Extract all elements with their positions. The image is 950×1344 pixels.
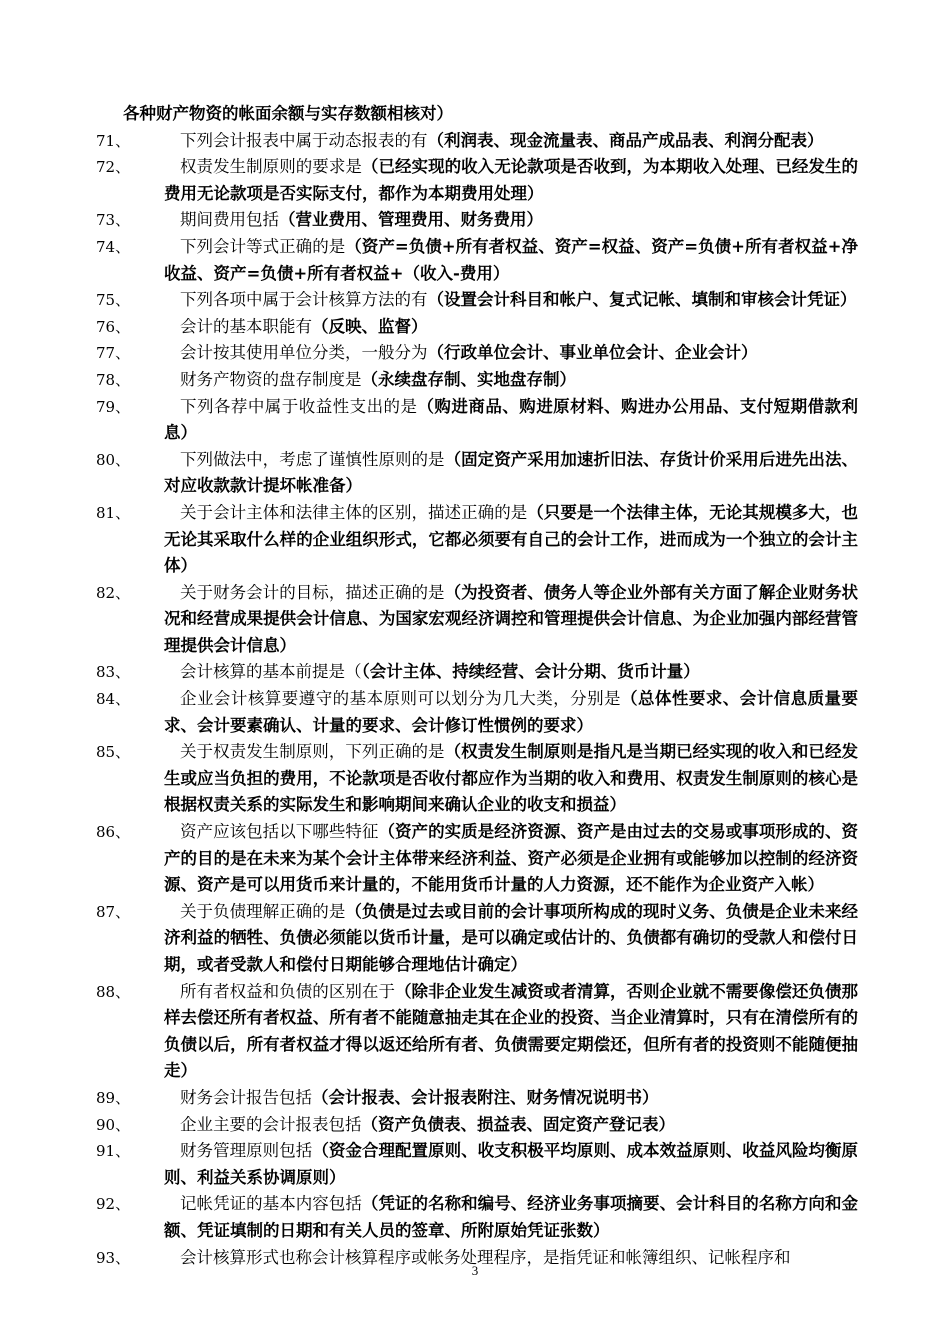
question-number: 87、 bbox=[96, 902, 131, 921]
question-body bbox=[164, 287, 858, 314]
question-number: 71、 bbox=[96, 131, 131, 150]
question-item bbox=[96, 314, 858, 341]
question-text: 财务产物资的盘存制度是 bbox=[180, 369, 362, 389]
question-text: 财务会计报告包括 bbox=[180, 1087, 312, 1107]
answer-text: （资产=负债+所有者权益、资产=权益、资产=负债+所有者权益+净收益、资产=负债+所有者权益+（收入-费用） bbox=[164, 236, 859, 283]
question-text: 资产应该包括以下哪些特征 bbox=[180, 822, 379, 842]
question-item bbox=[96, 1138, 858, 1191]
answer-text: （已经实现的收入无论款项是否收到，为本期收入处理、已经发生的费用无论款项是否实际支付，都作为本期费用处理） bbox=[164, 157, 859, 203]
question-text: 记帐凭证的基本内容包括 bbox=[180, 1194, 362, 1214]
answer-text: （权责发生制原则是指凡是当期已经实现的收入和已经发生或应当负担的费用，不论款项是否收付都应作为当期的收入和费用、权责发生制原则的核心是根据权责关系的实际发生和影响期间来确认企业的收支和损益） bbox=[164, 742, 859, 815]
question-body bbox=[164, 1138, 858, 1191]
question-number: 88、 bbox=[96, 982, 131, 1001]
answer-text: （除非企业发生减资或者清算，否则企业就不需要像偿还负债那样去偿还所有者权益、所有者不能随意抽走其在企业的投资、当企业清算时，只有在清偿所有的负债以后，所有者权益才得以返还给所有者、负债需要定期偿还，但所有者的投资则不能随便抽走） bbox=[164, 981, 859, 1081]
question-number: 91、 bbox=[96, 1142, 131, 1161]
question-number: 89、 bbox=[96, 1088, 131, 1107]
question-text: 所有者权益和负债的区别在于 bbox=[180, 981, 395, 1001]
question-text: 关于负债理解正确的是 bbox=[180, 901, 346, 921]
question-body bbox=[164, 899, 858, 979]
question-item bbox=[96, 500, 858, 580]
question-item bbox=[96, 1191, 858, 1244]
continued-answer: 各种财产物资的帐面余额与实存数额相核对） bbox=[123, 104, 453, 123]
question-number: 77、 bbox=[96, 344, 131, 363]
question-text: 下列各项中属于会计核算方法的有 bbox=[180, 290, 428, 310]
question-text: 下列各荐中属于收益性支出的是 bbox=[180, 396, 418, 416]
question-item bbox=[96, 1085, 858, 1112]
question-number: 82、 bbox=[96, 583, 131, 602]
question-number: 85、 bbox=[96, 743, 131, 762]
question-body bbox=[164, 686, 858, 739]
question-item bbox=[96, 580, 858, 660]
question-text: 会计核算形式也称会计核算程序或帐务处理程序，是指凭证和帐簿组织、记帐程序和 bbox=[180, 1247, 791, 1267]
question-text: 关于权责发生制原则，下列正确的是 bbox=[180, 742, 445, 762]
question-item bbox=[96, 819, 858, 899]
question-text: 关于会计主体和法律主体的区别，描述正确的是 bbox=[180, 502, 528, 522]
question-text: 财务管理原则包括 bbox=[180, 1141, 313, 1161]
page-number: 3 bbox=[471, 1263, 479, 1278]
question-item bbox=[96, 739, 858, 819]
question-number: 74、 bbox=[96, 237, 131, 256]
question-body bbox=[164, 154, 858, 207]
question-body bbox=[164, 819, 858, 899]
question-number: 79、 bbox=[96, 397, 131, 416]
question-body bbox=[164, 659, 858, 686]
question-item bbox=[96, 686, 858, 739]
answer-text: （凭证的名称和编号、经济业务事项摘要、会计科目的名称方向和金额、凭证填制的日期和有关人员的签章、所附原始凭证张数） bbox=[164, 1194, 859, 1240]
answer-text: （设置会计科目和帐户、复式记帐、填制和审核会计凭证） bbox=[427, 290, 857, 310]
question-number: 92、 bbox=[96, 1195, 131, 1214]
question-body bbox=[164, 447, 858, 500]
question-item bbox=[96, 447, 858, 500]
question-text: 下列做法中，考虑了谨慎性原则的是 bbox=[180, 449, 445, 469]
question-text: 期间费用包括 bbox=[180, 210, 279, 230]
question-text: 企业会计核算要遵守的基本原则可以划分为几大类，分别是 bbox=[180, 689, 621, 709]
answer-text: （只要是一个法律主体，无论其规模多大，也无论其采取什么样的企业组织形式，它都必须要有自己的会计工作，进而成为一个独立的会计主体） bbox=[164, 502, 859, 576]
question-number: 93、 bbox=[96, 1248, 131, 1267]
question-item bbox=[96, 979, 858, 1085]
answer-text: （会计主体、持续经营、会计分期、货币计量） bbox=[361, 662, 700, 682]
question-item bbox=[96, 899, 858, 979]
answer-text: （永续盘存制、实地盘存制） bbox=[361, 369, 576, 389]
question-item bbox=[96, 234, 858, 287]
question-body bbox=[164, 580, 858, 660]
answer-text: （购进商品、购进原材料、购进办公用品、支付短期借款利息） bbox=[164, 396, 859, 443]
question-item bbox=[96, 367, 858, 394]
question-body bbox=[164, 500, 858, 580]
items-container bbox=[96, 128, 858, 1272]
question-text: 会计核算的基本前提是（ bbox=[180, 662, 362, 682]
question-number: 72、 bbox=[96, 158, 131, 177]
answer-text: （反映、监督） bbox=[312, 316, 428, 336]
question-body bbox=[164, 207, 858, 234]
question-body bbox=[164, 128, 858, 155]
question-number: 75、 bbox=[96, 291, 131, 310]
answer-text: （资产负债表、损益表、固定资产登记表） bbox=[361, 1114, 675, 1134]
question-item bbox=[96, 154, 858, 207]
question-number: 84、 bbox=[96, 690, 131, 709]
question-number: 90、 bbox=[96, 1115, 131, 1134]
question-number: 73、 bbox=[96, 211, 131, 230]
question-number: 78、 bbox=[96, 370, 131, 389]
question-text: 企业主要的会计报表包括 bbox=[180, 1114, 362, 1134]
question-body bbox=[164, 739, 858, 819]
answer-text: （资金合理配置原则、收支积极平均原则、成本效益原则、收益风险均衡原则、利益关系协调原则） bbox=[164, 1141, 859, 1187]
question-list bbox=[96, 101, 858, 1271]
question-text: 下列会计等式正确的是 bbox=[180, 236, 346, 256]
answer-text: （总体性要求、会计信息质量要求、会计要素确认、计量的要求、会计修订性惯例的要求） bbox=[164, 689, 859, 735]
question-number: 80、 bbox=[96, 450, 131, 469]
question-number: 81、 bbox=[96, 503, 131, 522]
question-item bbox=[96, 287, 858, 314]
question-number: 86、 bbox=[96, 823, 131, 842]
question-text: 会计按其使用单位分类，一般分为 bbox=[180, 343, 428, 363]
question-number: 83、 bbox=[96, 663, 131, 682]
question-body bbox=[164, 394, 858, 447]
question-item bbox=[96, 128, 858, 155]
answer-text: （为投资者、债务人等企业外部有关方面了解企业财务状况和经营成果提供会计信息、为国家宏观经济调控和管理提供会计信息、为企业加强内部经营管理提供会计信息） bbox=[164, 582, 859, 655]
answer-text: （资产的实质是经济资源、资产是由过去的交易或事项形成的、资产的目的是在未来为某个会计主体带来经济利益、资产必须是企业拥有或能够加以控制的经济资源、资产是可以用货币来计量的，不能用货币计量的人力资源，还不能作为企业资产入帐） bbox=[164, 822, 859, 895]
question-item bbox=[96, 207, 858, 234]
question-body bbox=[164, 340, 858, 367]
question-text: 关于财务会计的目标，描述正确的是 bbox=[180, 582, 445, 602]
answer-text: （负债是过去或目前的会计事项所构成的现时义务、负债是企业未来经济利益的牺牲、负债必须能以货币计量，是可以确定或估计的、负债都有确切的受款人和偿付日期，或者受款人和偿付日期能够合理地估计确定） bbox=[164, 901, 859, 974]
question-body bbox=[164, 367, 858, 394]
question-body bbox=[164, 1112, 858, 1139]
answer-text: （行政单位会计、事业单位会计、企业会计） bbox=[427, 343, 758, 363]
answer-text: （会计报表、会计报表附注、财务情况说明书） bbox=[312, 1087, 659, 1107]
question-body bbox=[164, 314, 858, 341]
question-number: 76、 bbox=[96, 317, 131, 336]
question-item bbox=[96, 340, 858, 367]
answer-text: （固定资产采用加速折旧法、存货计价采用后进先出法、对应收款款计提坏帐准备） bbox=[164, 449, 859, 496]
question-body bbox=[164, 234, 858, 287]
question-text: 下列会计报表中属于动态报表的有 bbox=[180, 130, 428, 150]
question-item bbox=[96, 1112, 858, 1139]
question-item bbox=[96, 659, 858, 686]
question-body bbox=[164, 979, 858, 1085]
question-body bbox=[164, 1191, 858, 1244]
question-body bbox=[164, 1085, 858, 1112]
question-text: 会计的基本职能有 bbox=[180, 316, 312, 336]
question-text: 权责发生制原则的要求是 bbox=[180, 157, 362, 177]
answer-text: （利润表、现金流量表、商品产成品表、利润分配表） bbox=[427, 130, 824, 150]
question-item bbox=[96, 394, 858, 447]
answer-text: （营业费用、管理费用、财务费用） bbox=[279, 210, 543, 230]
